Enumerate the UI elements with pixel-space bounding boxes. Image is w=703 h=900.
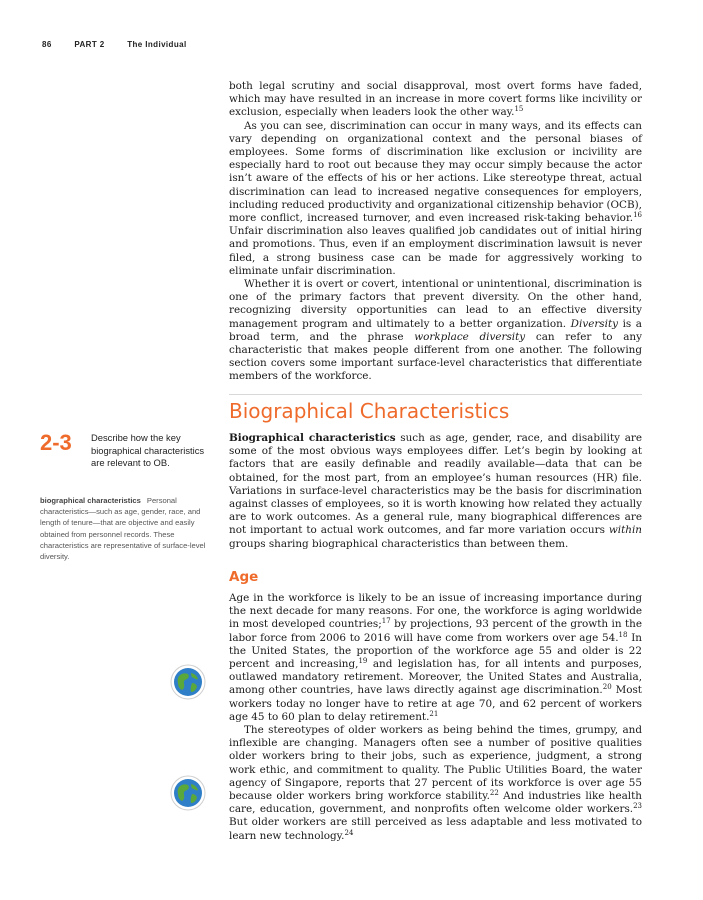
paragraph: Whether it is overt or covert, intentional or unintentional, discrimination is one of the primary factors that prevent diversity. On the other hand, recognizing diversity opportunities can lead to an effective diversity management program and ultimately to a better organization. Diversity is a broad term, and the phrase workplace diversity can refer to any characteristic that makes people different from one another. The following section covers some important surface-level characteristics that differentiate members of the workforce. [229, 278, 642, 383]
paragraph: both legal scrutiny and social disapproval, most overt forms have faded, which may have resulted in an increase in more covert forms like incivility or exclusion, especially when leaders look the other way.$^{15}$ [229, 80, 642, 119]
glossary-term: biographical characteristics [40, 496, 141, 505]
section-heading: Biographical Characteristics [229, 394, 642, 423]
paragraph: Biographical characteristics such as age, gender, race, and disability are some of the most obvious ways employees differ. Let’s begin by looking at factors that are easily definable and readily available—data that can be obtained, for the most part, from an employee’s human resources (HR) file. Variations in surface-level characteristics may be the basis for discrimination against classes of employees, so it is worth knowing how related they actually are to work outcomes. As a general rule, many biographical differences are not important to actual work outcomes, and far more variation occurs within groups sharing biographical characteristics than between them. [229, 432, 643, 550]
section-intro-text [229, 432, 642, 551]
age-text [229, 592, 642, 843]
paragraph: As you can see, discrimination can occur in many ways, and its effects can vary depending on organizational context and the personal biases of employees. Some forms of discrimination like exclusion or incivility are especially hard to root out because they may occur simply because the actor isn’t aware of the effects of his or her actions. Like stereotype threat, actual discrimination can lead to increased negative consequences for employers, including reduced productivity and organizational citizenship behavior (OCB), more conflict, increased turnover, and even increased risk-taking behavior.$^{16}$ Unfair discrimination also leaves qualified job candidates out of initial hiring and promotions. Thus, even if an employment discrimination lawsuit is never filed, a strong business case can be made for aggressively working to eliminate unfair discrimination. [229, 119, 642, 277]
part-label: PART 2 [74, 40, 105, 49]
intro-text [229, 80, 642, 384]
running-head [42, 40, 207, 49]
learning-objective-number: 2-3 [40, 430, 72, 455]
paragraph: Age in the workforce is likely to be an issue of increasing importance during the next decade for many reasons. For one, the workforce is aging worldwide in most developed countries;$^{17}$ by projections, 93 percent of the growth in the labor force from 2006 to 2016 will have come from workers over age 54.18 In the United States, the proportion of the workforce age 55 and older is 22 percent and increasing,$^{19}$ and legislation has, for all intents and purposes, outlawed mandatory retirement. Moreover, the United States and Australia, among other countries, have laws directly against age discrimination.$^{20}$ Most workers today no longer have to retire at age 70, and 62 percent of workers age 45 to 60 plan to delay retirement.$^{21}$ [229, 592, 642, 723]
paragraph: The stereotypes of older workers as being behind the times, grumpy, and inflexible are changing. Managers often see a number of positive qualities older workers bring to their jobs, such as experience, judgment, a strong work ethic, and commitment to quality. The Public Utilities Board, the water agency of Singapore, reports that 27 percent of its workforce is over age 55 because older workers bring workforce stability.$^{22}$ And industries like health care, education, government, and nonprofits often welcome older workers.$^{23}$ But older workers are still perceived as less adaptable and less motivated to learn new technology.$^{24}$ [229, 724, 642, 842]
globe-icon [170, 664, 206, 700]
footnote-ref: 15 [514, 105, 524, 114]
glossary-definition [40, 495, 208, 562]
part-title: The Individual [127, 40, 187, 49]
subsection-heading-age: Age [229, 569, 259, 585]
globe-icon [170, 775, 206, 811]
glossary-text: Personal characteristics—such as age, gender, race, and length of tenure—that are objective and easily obtained from personnel records. These characteristics are representative of surface-level diversity. [40, 496, 206, 562]
footnote-ref: 16 [633, 211, 642, 220]
page-number: 86 [42, 40, 52, 49]
learning-objective-text: Describe how the key biographical characteristics are relevant to OB. [91, 432, 205, 469]
